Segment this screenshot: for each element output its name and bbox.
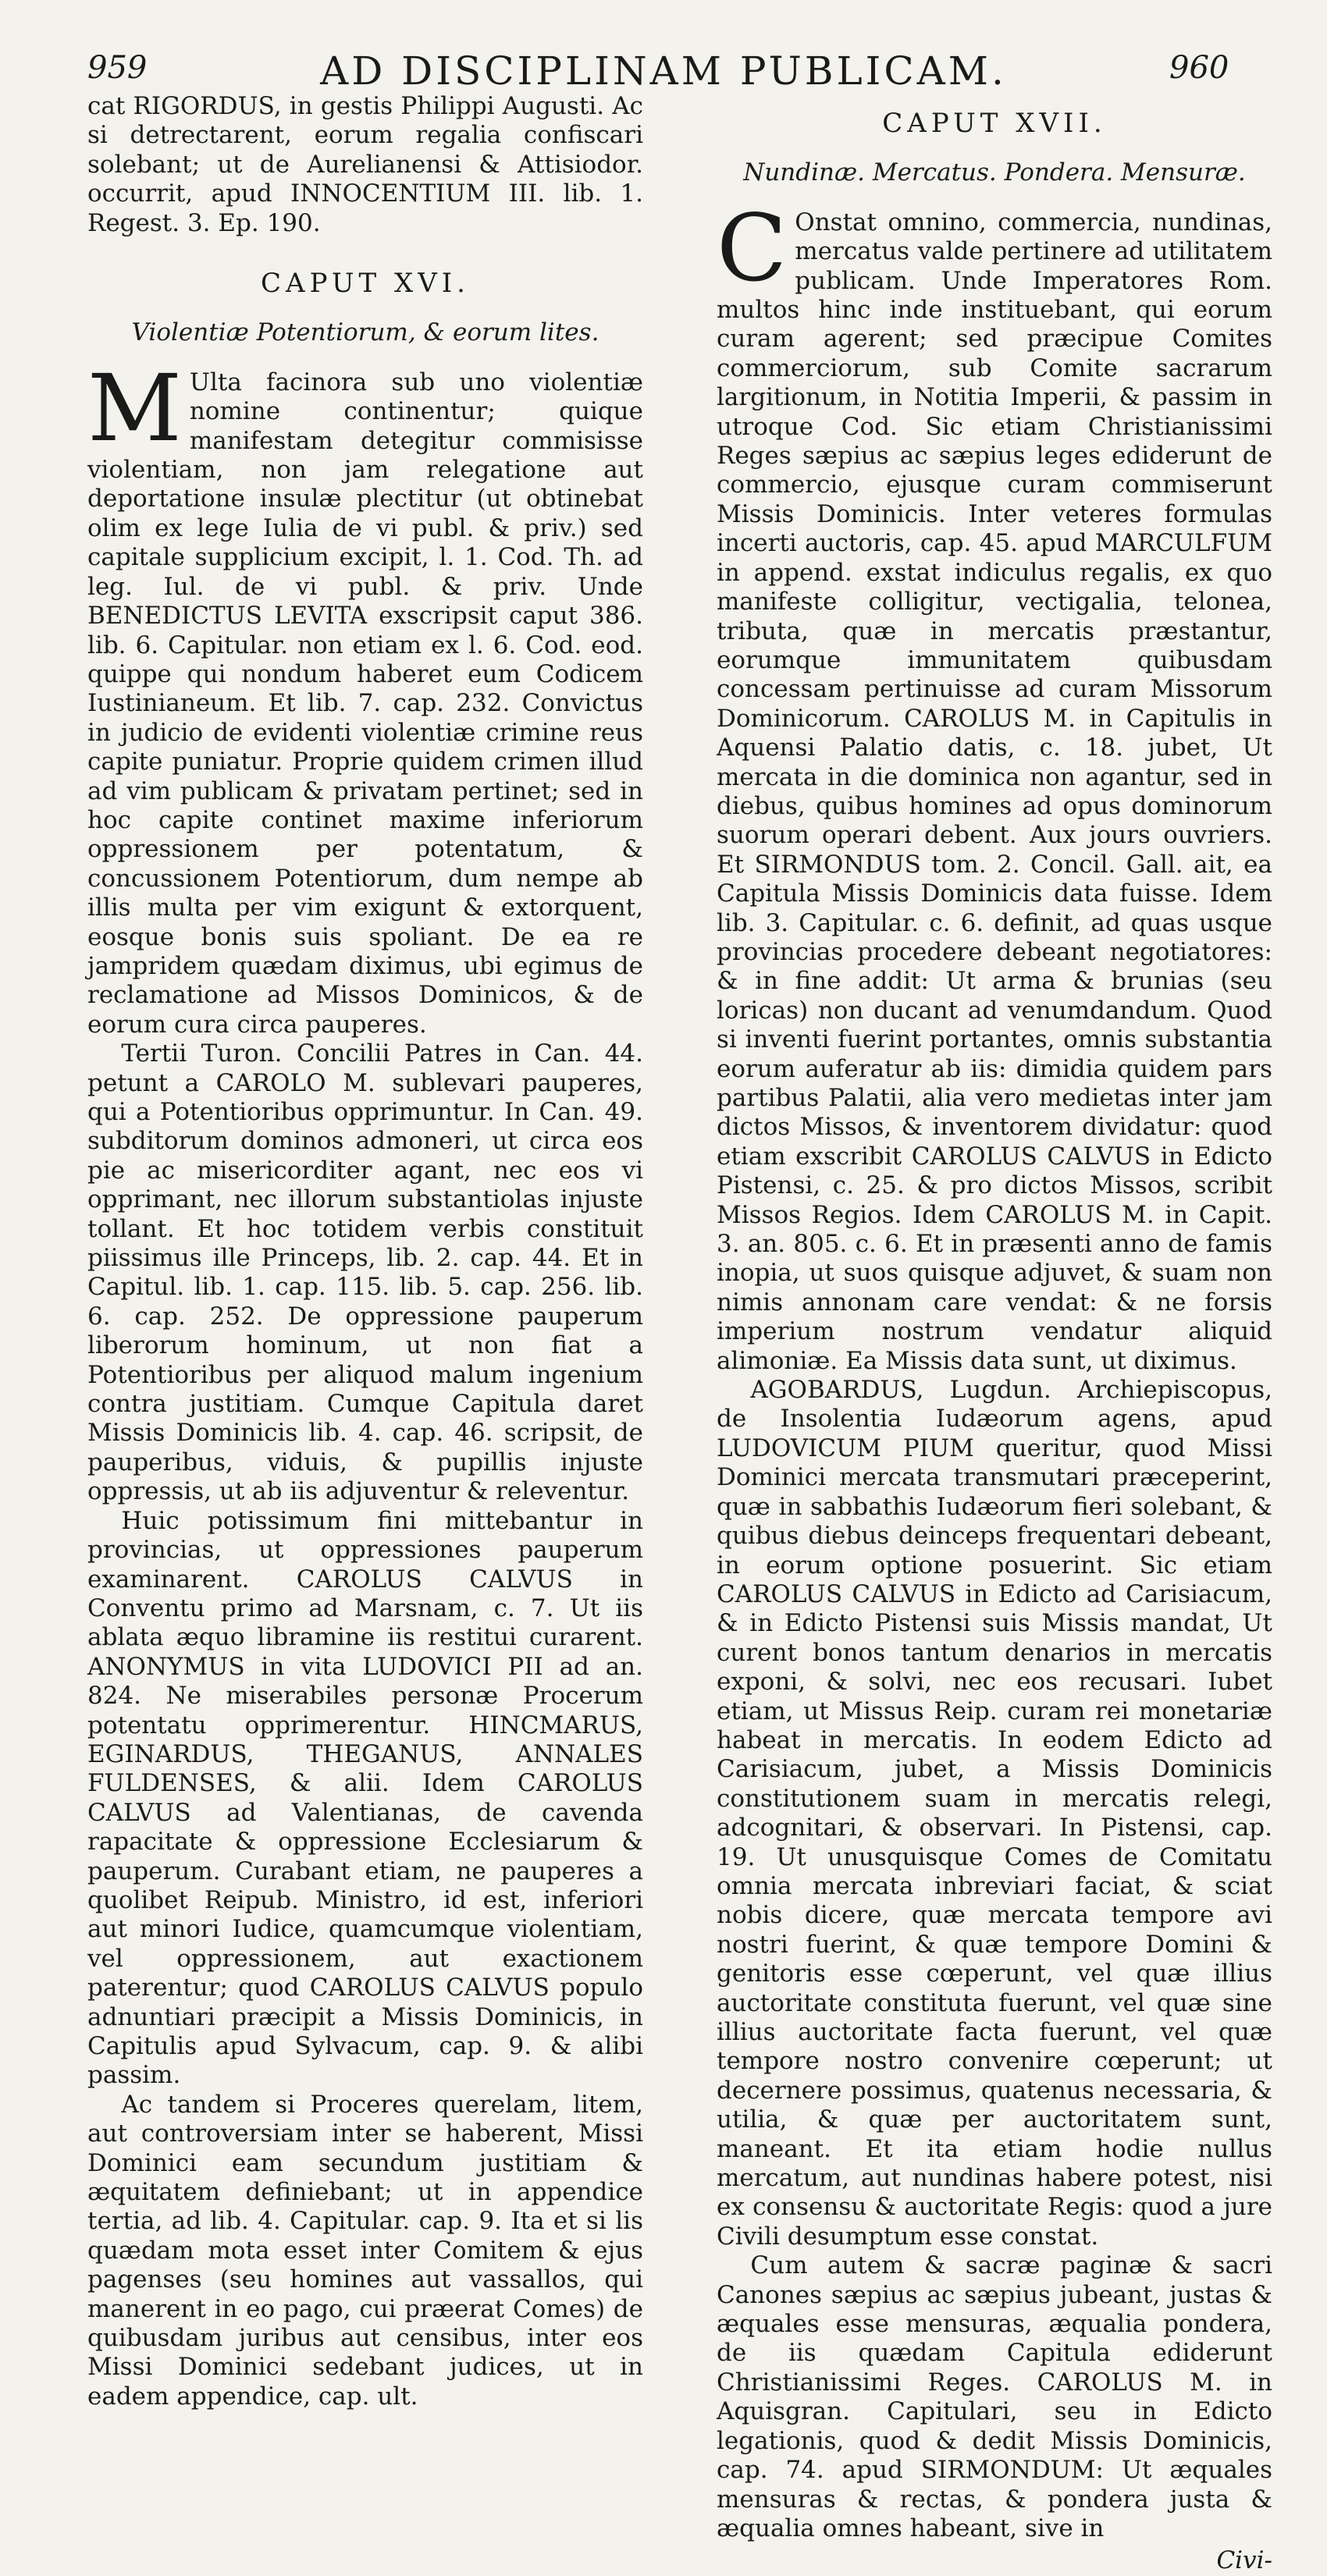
catchword: Civi- — [1216, 2546, 1272, 2575]
drop-cap: M — [87, 354, 182, 462]
drop-cap: C — [717, 194, 788, 302]
running-head: AD DISCIPLINAM PUBLICAM. — [320, 48, 1007, 94]
page-number-left: 959 — [87, 50, 148, 86]
chapter-subtitle: Nundinæ. Mercatus. Pondera. Mensuræ. — [743, 158, 1246, 187]
intro-paragraph: cat RIGORDUS, in gestis Philippi Augusti. Ac si detrectarent, eorum regalia confiscari solebant; ut de Aurelianensi & Attisiodor. occurrit, apud INNOCENTIUM III. lib. 1. Regest. 3. Ep. 190. — [87, 92, 643, 237]
chapter-title: CAPUT XVI. — [261, 268, 470, 300]
paragraph: M Ulta facinora sub uno violentiæ nomine continentur; quique manifestam detegitur commisisse violentiam, non jam relegatione aut deportatione insulæ plectitur (ut obtinebat olim ex lege Iulia de vi publ. & priv.) sed capitale supplicium excipit, l. 1. Cod. Th. ad leg. Iul. de vi publ. & priv. Unde BENEDICTUS LEVITA exscripsit caput 386. lib. 6. Capitular. non etiam ex l. 6. Cod. eod. quippe qui nondum haberet eum Codicem Iustinianeum. Et lib. 7. cap. 232. Convictus in judicio de evidenti violentiæ crimine reus capite puniatur. Proprie quidem crimen illud ad vim publicam & privatam pertinet; sed in hoc capite continet maxime inferiorum oppressionem per potentatum, & concussionem Potentiorum, dum nempe ab illis multa per vim exigunt & extorquent, eosque bonis suis spoliant. De ea re jampridem quædam diximus, ubi egimus de reclamatione ad Missos Dominicos, & de eorum cura circa pauperes. — [87, 354, 643, 1039]
paragraph: C Onstat omnino, commercia, nundinas, mercatus valde pertinere ad utilitatem publicam. Unde Imperatores Rom. multos hinc inde instituebant, qui eorum curam agerent; sed præcipue Comites commerciorum, sub Comite sacrarum largitionum, in Notitia Imperii, & passim in utroque Cod. Sic etiam Christianissimi Reges sæpius ac sæpius leges ediderunt de commercio, ejusque curam commiserunt Missis Dominicis. Inter veteres formulas incerti auctoris, cap. 45. apud MARCULFUM in append. exstat indiculus regalis, ex quo manifeste colligitur, vectigalia, telonea, tributa, quæ in mercatis præstantur, eorumque immunitatem quibusdam concessam pertinuisse ad curam Missorum Dominicorum. CAROLUS M. in Capitulis in Aquensi Palatio datis, c. 18. jubet, Ut mercata in die dominica non agantur, sed in diebus, quibus homines ad opus dominorum suorum operari debent. Aux jours ouvriers. Et SIRMONDUS tom. 2. Concil. Gall. ait, ea Capitula Missis Dominicis data fuisse. Idem lib. 3. Capitular. c. 6. definit, ad quas usque provincias procedere debeant negotiatores: & in fine addit: Ut arma & brunias (seu loricas) non ducant ad venumdandum. Quod si inventi fuerint portantes, omnis substantia eorum auferatur ab iis: dimidia quidem pars partibus Palatii, alia vero medietas inter jam dictos Missos, & inventorem dividatur: quod etiam exscribit CAROLUS CALVUS in Edicto Pistensi, c. 25. & pro dictos Missos, scribit Missos Regios. Idem CAROLUS M. in Capit. 3. an. 805. c. 6. Et in præsenti anno de famis inopia, ut suos quisque adjuvet, & suam non nimis annonam care vendat: & ne forsis imperium nostrum vendatur aliquid alimoniæ. Ea Missis data sunt, ut diximus. — [717, 194, 1272, 1375]
paragraph: Tertii Turon. Concilii Patres in Can. 44. petunt a CAROLO M. sublevari pauperes, qui a Potentioribus opprimuntur. In Can. 49. subditorum dominos admoneri, ut circa eos pie ac misericorditer agant, nec eos vi opprimant, nec illorum substantiolas injuste tollant. Et hoc totidem verbis constituit piissimus ille Princeps, lib. 2. cap. 44. Et in Capitul. lib. 1. cap. 115. lib. 5. cap. 256. lib. 6. cap. 252. De oppressione pauperum liberorum hominum, ut non fiat a Potentioribus per aliquod malum ingenium contra justitiam. Cumque Capitula daret Missis Dominicis lib. 4. cap. 46. scripsit, de pauperibus, viduis, & pupillis injuste oppressis, ut ab iis adjuventur & releventur. — [87, 1039, 643, 1506]
right-column — [717, 109, 1272, 2576]
paragraph: Ac tandem si Proceres querelam, litem, aut controversiam inter se haberent, Missi Dominici eam secundum justitiam & æquitatem definiebant; ut in appendice tertia, ad lib. 4. Capitular. cap. 9. Ita et si lis quædam mota esset inter Comitem & ejus pagenses (seu homines aut vassallos, qui manerent in eo pago, cui præerat Comes) de quibusdam juribus aut censibus, inter eos Missi Dominici sedebant judices, ut in eadem appendice, cap. ult. — [87, 2090, 643, 2411]
paragraph: Huic potissimum fini mittebantur in provincias, ut oppressiones pauperum examinarent. CAROLUS CALVUS in Conventu primo ad Marsnam, c. 7. Ut iis ablata æquo libramine iis restitui curarent. ANONYMUS in vita LUDOVICI PII ad an. 824. Ne miserabiles personæ Procerum potentatu opprimerentur. HINCMARUS, EGINARDUS, THEGANUS, ANNALES FULDENSES, & alii. Idem CAROLUS CALVUS ad Valentianas, de cavenda rapacitate & oppressione Ecclesiarum & pauperum. Curabant etiam, ne pauperes a quolibet Reipub. Ministro, id est, inferiori aut minori Iudice, quamcumque violentiam, vel oppressionem, aut exactionem paterentur; quod CAROLUS CALVUS populo adnuntiari præcipit a Missis Dominicis, in Capitulis apud Sylvacum, cap. 9. & alibi passim. — [87, 1506, 643, 2090]
page-number-right: 960 — [1169, 50, 1229, 86]
paragraph: Cum autem & sacræ paginæ & sacri Canones sæpius ac sæpius jubeant, justas & æquales esse mensuras, æqualia pondera, de iis quædam Capitula ediderunt Christianissimi Reges. CAROLUS M. in Aquisgran. Capitulari, seu in Edicto legationis, quod & dedit Missis Dominicis, cap. 74. apud SIRMONDUM: Ut æquales mensuras & rectas, & pondera justa & æqualia omnes habeant, sive in — [717, 2251, 1272, 2542]
left-column — [87, 92, 643, 2411]
chapter-title: CAPUT XVII. — [882, 108, 1107, 139]
chapter-subtitle: Violentiæ Potentiorum, & eorum lites. — [131, 318, 599, 347]
paragraph: AGOBARDUS, Lugdun. Archiepiscopus, de Insolentia Iudæorum agens, apud LUDOVICUM PIUM queritur, quod Missi Dominici mercata transmutari præceperint, quæ in sabbathis Iudæorum fieri solebant, & quibus diebus deinceps frequentari debeant, in eorum optione posuerint. Sic etiam CAROLUS CALVUS in Edicto ad Carisiacum, & in Edicto Pistensi suis Missis mandat, Ut curent bonos tantum denarios in mercatis exponi, & solvi, nec eos recusari. Iubet etiam, ut Missus Reip. curam rei monetariæ habeat in mercatis. In eodem Edicto ad Carisiacum, jubet, a Missis Dominicis constitutionem suam in mercatis relegi, adcognitari, & observari. In Pistensi, cap. 19. Ut unusquisque Comes de Comitatu omnia mercata inbreviari faciat, & sciat nobis dicere, quæ mercata tempore avi nostri fuerint, & quæ tempore Domini & genitoris esse cœperunt, vel quæ illius auctoritate constituta fuerunt, vel quæ sine illius auctoritate facta fuerunt, vel quæ tempore nostro convenire cœperunt; ut decernere possimus, quatenus necessaria, & utilia, & quæ per auctoritatem sunt, maneant. Et ita etiam hodie nullus mercatum, aut nundinas habere potest, nisi ex consensu & auctoritate Regis: quod a jure Civili desumptum esse constat. — [717, 1376, 1272, 2251]
